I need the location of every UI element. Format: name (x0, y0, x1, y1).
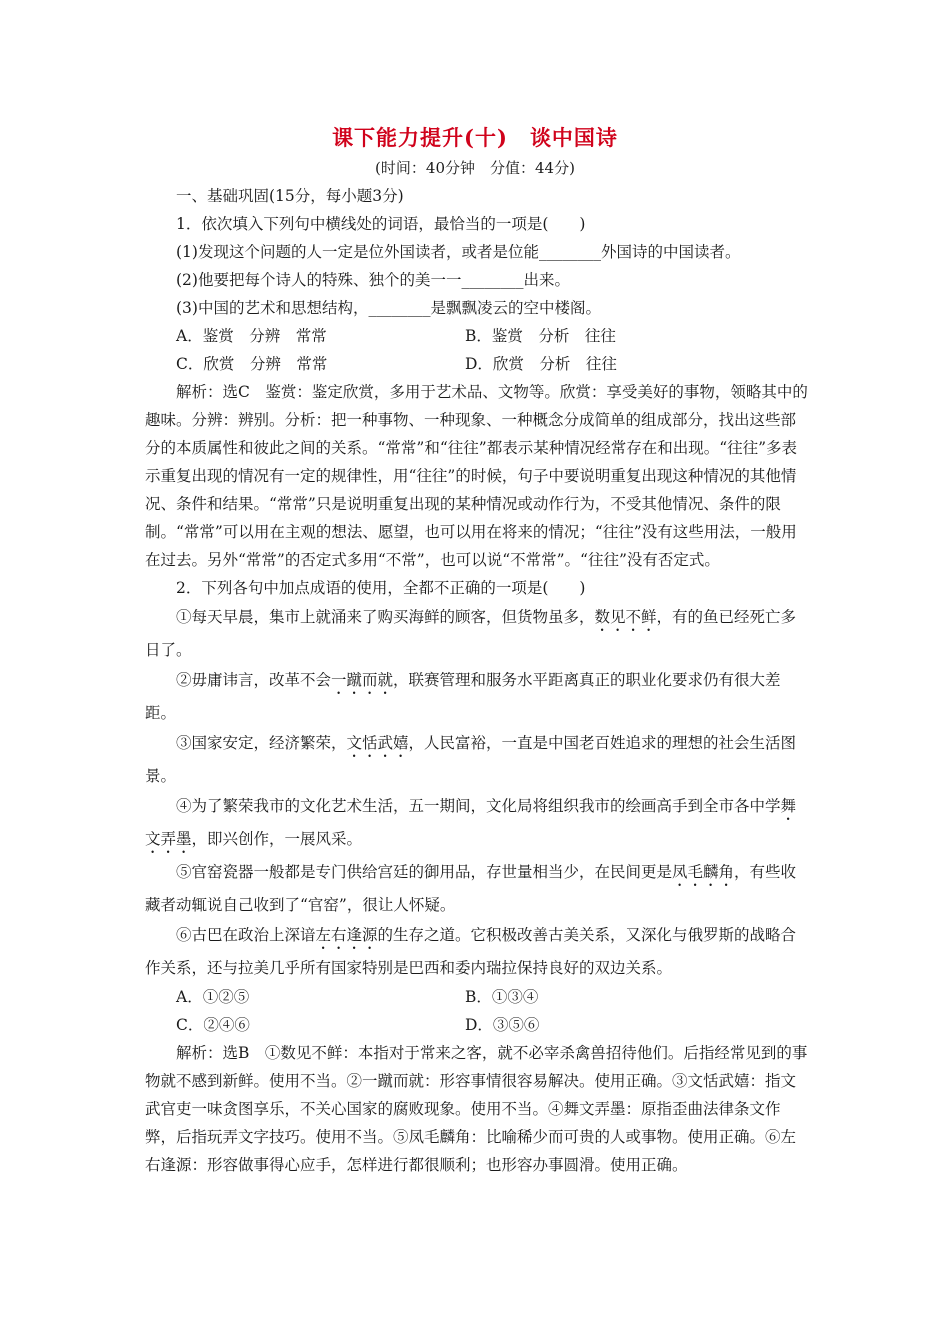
q2-item-6: ⑥古巴在政治上深谙左右逢源的生存之道。它积极改善古美关系，又深化与俄罗斯的战略合作关系，还与拉美几乎所有国家特别是巴西和委内瑞拉保持良好的双边关系。 (145, 926, 797, 977)
dotted-idiom: 数见不鲜 (594, 608, 657, 626)
q1-option-d: D．欣赏 分析 往往 (465, 355, 617, 373)
dotted-idiom: 左右逢源 (315, 926, 378, 944)
time-score-info: (时间：40分钟 分值：44分) (375, 159, 575, 177)
q1-sentence-1: (1)发现这个问题的人一定是位外国读者，或者是位能________外国诗的中国读者。 (176, 243, 741, 261)
question-content (145, 182, 809, 1179)
q1-option-a: A．鉴赏 分辨 常常 (176, 327, 327, 345)
dotted-idiom: 凤毛麟角 (672, 863, 735, 881)
q1-sentence-2: (2)他要把每个诗人的特殊、独个的美一一________出来。 (176, 271, 570, 289)
q2-option-d: D．③⑤⑥ (465, 1016, 540, 1034)
q1-sentence-3: (3)中国的艺术和思想结构，________是飘飘凌云的空中楼阁。 (176, 299, 601, 317)
q2-item-5: ⑤官窑瓷器一般都是专门供给宫廷的御用品，存世量相当少，在民间更是凤毛麟角，有些收藏者动辄说自己收到了“官窑”，很让人怀疑。 (145, 863, 797, 914)
q2-option-b: B．①③④ (465, 988, 539, 1006)
q2-option-a: A．①②⑤ (176, 988, 250, 1006)
q2-item-1: ①每天早晨，集市上就涌来了购买海鲜的顾客，但货物虽多，数见不鲜，有的鱼已经死亡多日了。 (145, 608, 797, 659)
q2-options-row-1 (145, 983, 809, 1011)
q2-explanation: 解析：选B ①数见不鲜：本指对于常来之客，就不必宰杀禽兽招待他们。后指经常见到的事物就不感到新鲜。使用不当。②一蹴而就：形容事情很容易解决。使用正确。③文恬武嬉：指文武官吏一味贪图享乐，不关心国家的腐败现象。使用不当。④舞文弄墨：原指歪曲法律条文作弊，后指玩弄文字技巧。使用不当。⑤凤毛麟角：比喻稀少而可贵的人或事物。使用正确。⑥左右逢源：形容做事得心应手，怎样进行都很顺利；也形容办事圆滑。使用正确。 (145, 1044, 808, 1174)
q1-explanation: 解析：选C 鉴赏：鉴定欣赏，多用于艺术品、文物等。欣赏：享受美好的事物，领略其中的趣味。分辨：辨别。分析：把一种事物、一种现象、一种概念分成简单的组成部分，找出这些部分的本质属性和彼此之间的关系。“常常”和“往往”都表示某种情况经常存在和出现。“往往”多表示重复出现的情况有一定的规律性，用“往往”的时候，句子中要说明重复出现这种情况的其他情况、条件和结果。“常常”只是说明重复出现的某种情况或动作行为，不受其他情况、条件的限制。“常常”可以用在主观的想法、愿望，也可以用在将来的情况；“往往”没有这些用法，一般用在过去。另外“常常”的否定式多用“不常”，也可以说“不常常”。“往往”没有否定式。 (145, 383, 808, 569)
q2-item-2: ②毋庸讳言，改革不会一蹴而就，联赛管理和服务水平距离真正的职业化要求仍有很大差距。 (145, 671, 781, 722)
q2-item-3: ③国家安定，经济繁荣，文恬武嬉，人民富裕，一直是中国老百姓追求的理想的社会生活图景。 (145, 734, 797, 785)
title-main: 课下能力提升(十) (332, 125, 508, 150)
section-heading: 一、基础巩固(15分，每小题3分) (176, 187, 404, 205)
dotted-idiom: 一蹴而就 (331, 671, 394, 689)
q1-options-row-2 (145, 350, 809, 378)
q1-option-c: C．欣赏 分辨 常常 (176, 355, 328, 373)
q1-stem: 1．依次填入下列句中横线处的词语，最恰当的一项是( ) (176, 215, 586, 233)
q2-item-4: ④为了繁荣我市的文化艺术生活，五一期间，文化局将组织我市的绘画高手到全市各中学舞文弄墨，即兴创作，一展风采。 (145, 797, 797, 848)
q2-stem: 2．下列各句中加点成语的使用，全都不正确的一项是( ) (176, 579, 586, 597)
q2-option-c: C．②④⑥ (176, 1016, 250, 1034)
page-title (0, 122, 950, 152)
q1-options-row-1 (145, 322, 809, 350)
title-sub: 谈中国诗 (529, 125, 618, 150)
dotted-idiom: 文恬武嬉 (346, 734, 409, 752)
dotted-idiom: 舞文弄墨 (145, 797, 797, 848)
q1-option-b: B．鉴赏 分析 往往 (465, 327, 616, 345)
q2-options-row-2 (145, 1011, 809, 1039)
